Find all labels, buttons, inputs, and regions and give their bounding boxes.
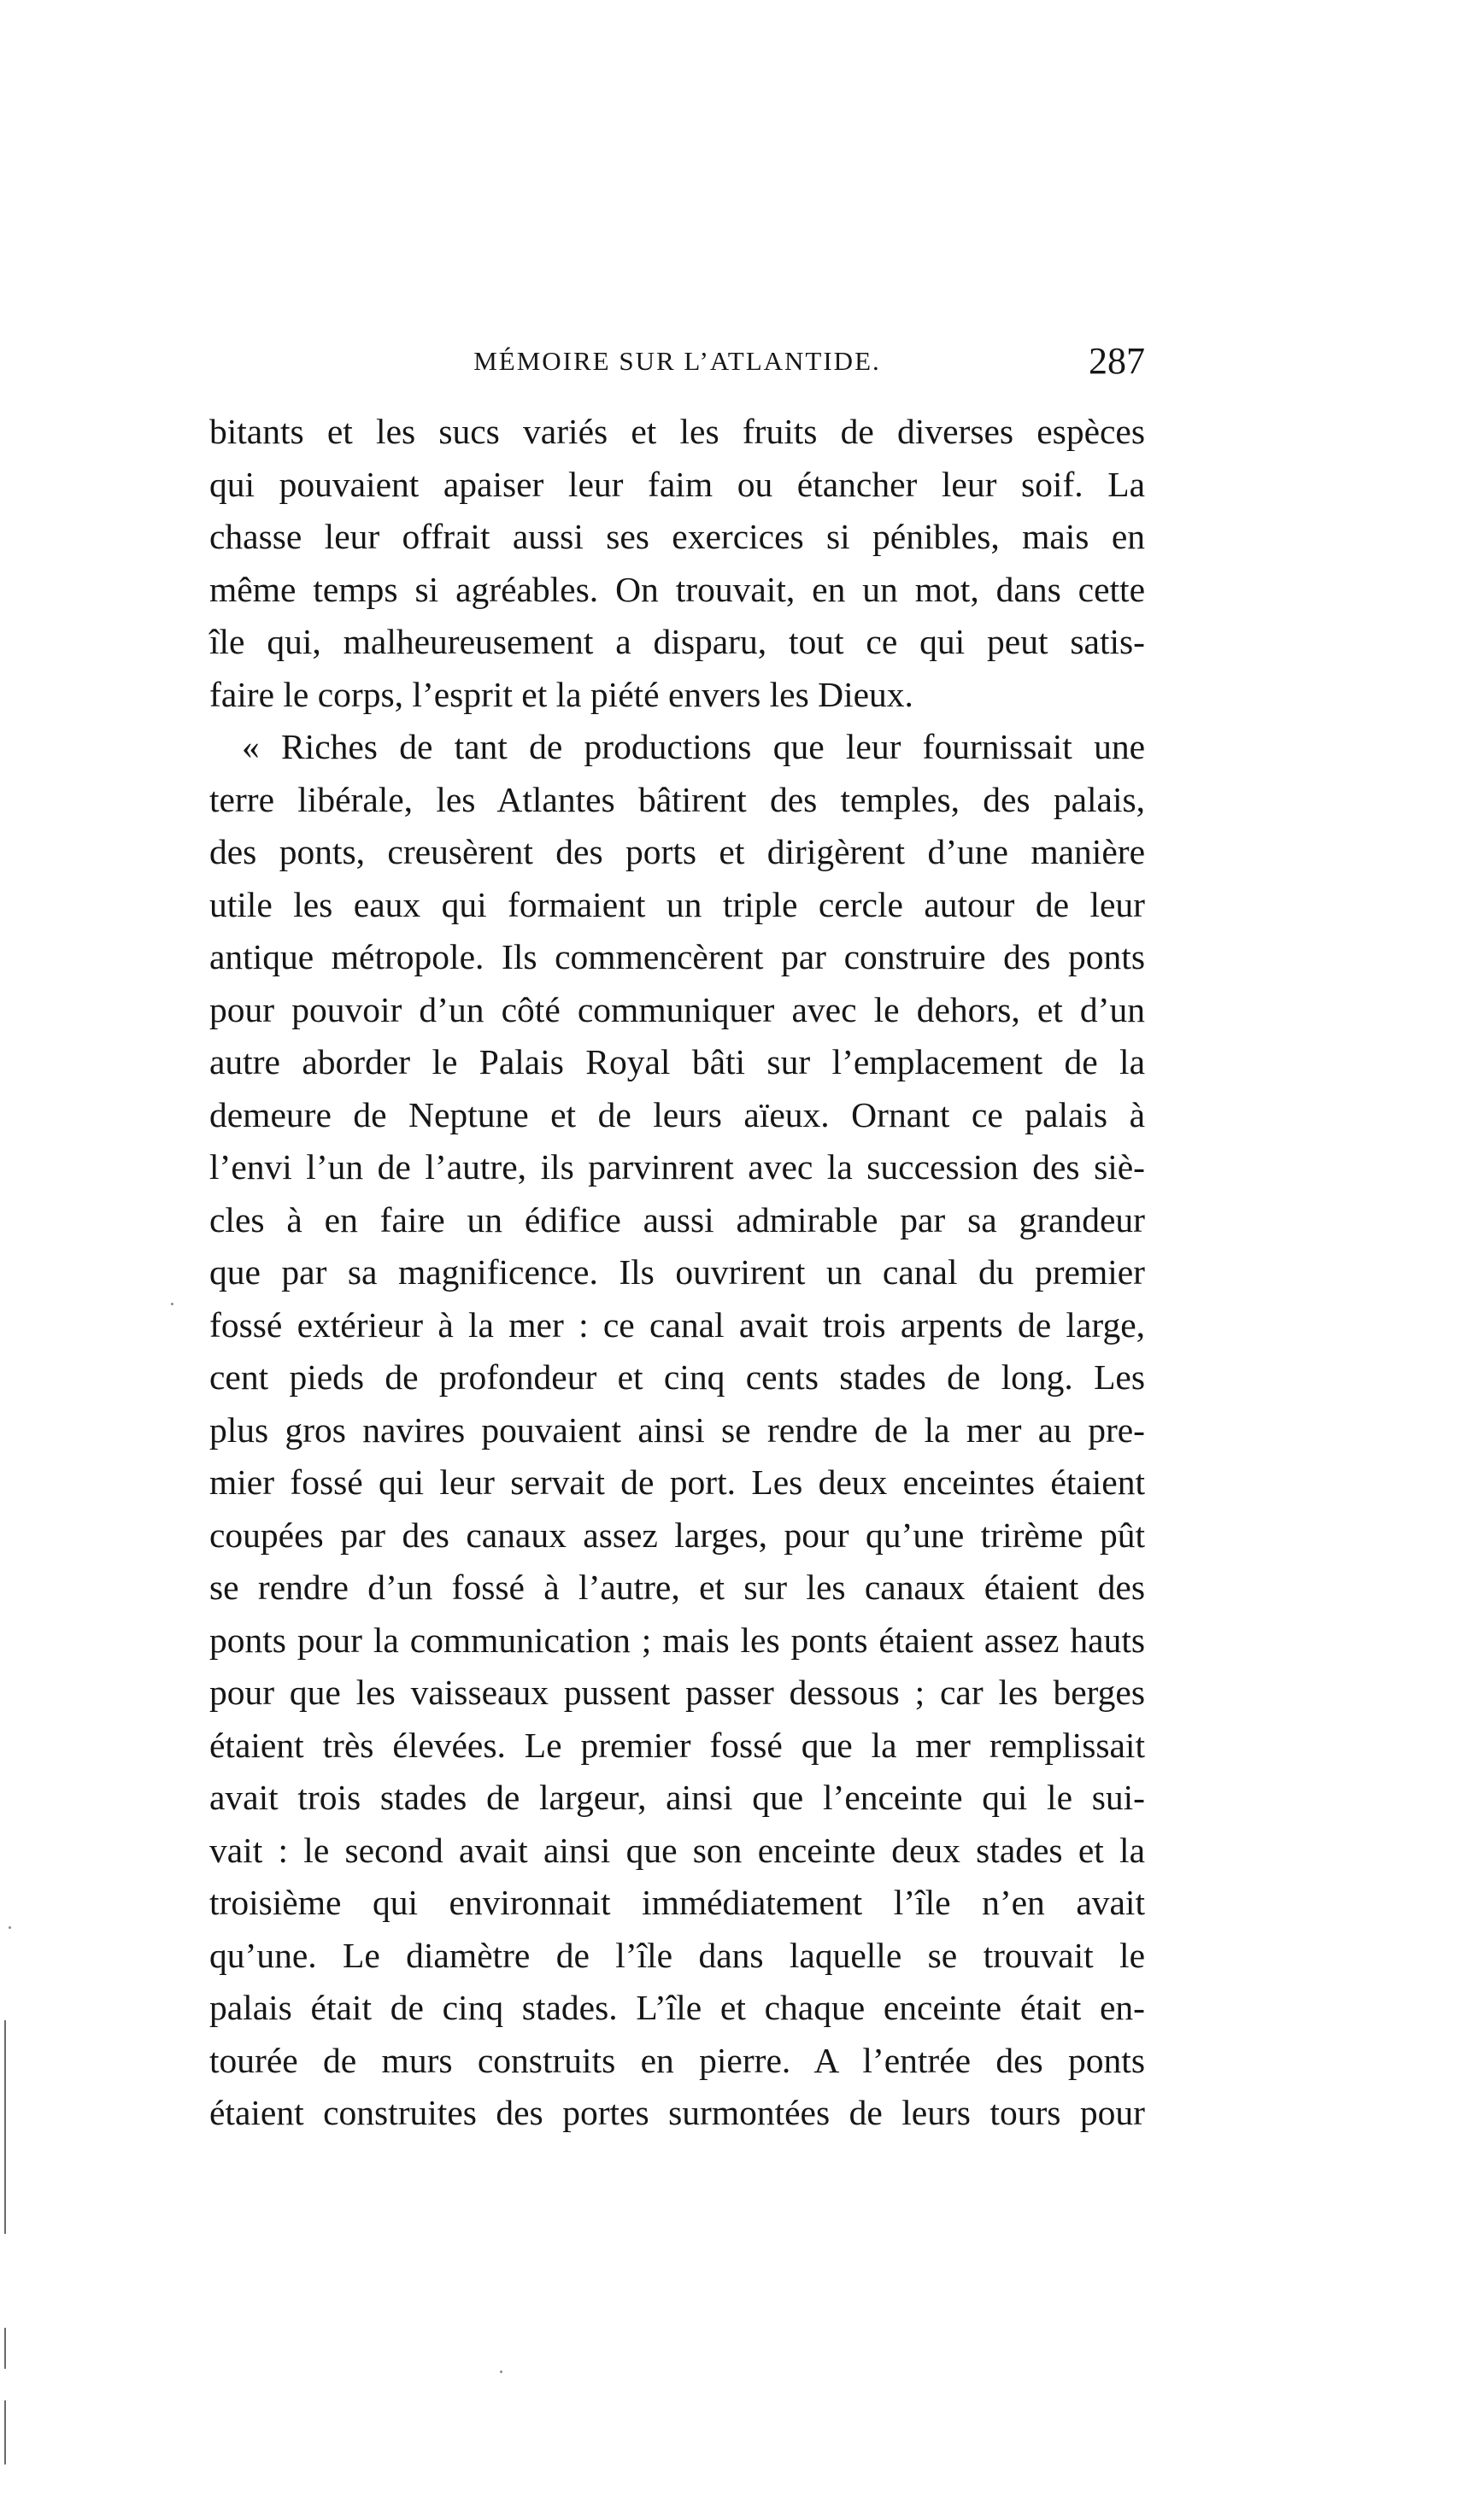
running-title: MÉMOIRE SUR L’ATLANTIDE. [473,346,881,376]
text-line: plus gros navires pouvaient ainsi se rendre de la mer au pre- [209,1409,1145,1450]
text-line: cles à en faire un édifice aussi admirable par sa grandeur [209,1199,1145,1239]
text-line: se rendre d’un fossé à l’autre, et sur les canaux étaient des [209,1568,1145,1607]
text-line: terre libérale, les Atlantes bâtirent des temples, des palais, [209,779,1145,819]
text-line: étaient très élevées. Le premier fossé que la mer remplissait [209,1725,1145,1765]
text-line: bitants et les sucs variés et les fruits de diverses espèces [209,412,1145,451]
text-line: pour pouvoir d’un côté communiquer avec le dehors, et d’un [209,989,1145,1029]
text-line: que par sa magnificence. Ils ouvrirent un canal du premier [209,1252,1145,1292]
text-line: antique métropole. Ils commencèrent par construire des ponts [209,937,1145,976]
text-line: chasse leur offrait aussi ses exercices si pénibles, mais en [209,517,1145,556]
text-line: palais était de cinq stades. L’île et chaque enceinte était en- [209,1988,1145,2027]
text-line: étaient construites des portes surmontées de leurs tours pour [209,2093,1145,2132]
paper-speck [500,2371,502,2373]
scan-edge-line [4,2400,6,2464]
text-line: même temps si agréables. On trouvait, en un mot, dans cette [209,569,1145,609]
text-line: utile les eaux qui formaient un triple cercle autour de leur [209,884,1145,924]
text-line: île qui, malheureusement a disparu, tout ce qui peut satis- [209,622,1145,661]
text-line: qui pouvaient apaiser leur faim ou étancher leur soif. La [209,464,1145,504]
paper-speck [9,1926,11,1929]
paper-speck [171,1303,173,1305]
text-line: mier fossé qui leur servait de port. Les deux enceintes étaient [209,1462,1145,1502]
page-header [209,340,1145,397]
text-line: avait trois stades de largeur, ainsi que l’enceinte qui le sui- [209,1778,1145,1817]
text-line: cent pieds de profondeur et cinq cents stades de long. Les [209,1357,1145,1397]
text-line: des ponts, creusèrent des ports et dirigèrent d’une manière [209,832,1145,871]
text-line: ponts pour la communication ; mais les ponts étaient assez hauts [209,1620,1145,1660]
text-line: l’envi l’un de l’autre, ils parvinrent avec la succession des siè- [209,1147,1145,1187]
text-line: coupées par des canaux assez larges, pour qu’une trirème pût [209,1515,1145,1555]
text-line: tourée de murs construits en pierre. A l’entrée des ponts [209,2040,1145,2080]
body-text [209,406,1145,2140]
scan-edge-line [4,2020,6,2234]
text-line: vait : le second avait ainsi que son enceinte deux stades et la [209,1830,1145,1870]
page-number: 287 [1089,340,1145,382]
text-line: troisième qui environnait immédiatement l’île n’en avait [209,1883,1145,1922]
text-line: demeure de Neptune et de leurs aïeux. Ornant ce palais à [209,1094,1145,1134]
text-line: autre aborder le Palais Royal bâti sur l’emplacement de la [209,1042,1145,1081]
text-line: fossé extérieur à la mer : ce canal avait trois arpents de large, [209,1304,1145,1345]
text-line: faire le corps, l’esprit et la piété envers les Dieux. [209,674,913,714]
text-line: qu’une. Le diamètre de l’île dans laquelle se trouvait le [209,1935,1145,1975]
text-line: pour que les vaisseaux pussent passer dessous ; car les berges [209,1673,1145,1712]
scan-edge-line [4,2328,6,2369]
text-line: « Riches de tant de productions que leur fournissait une [242,727,1145,766]
